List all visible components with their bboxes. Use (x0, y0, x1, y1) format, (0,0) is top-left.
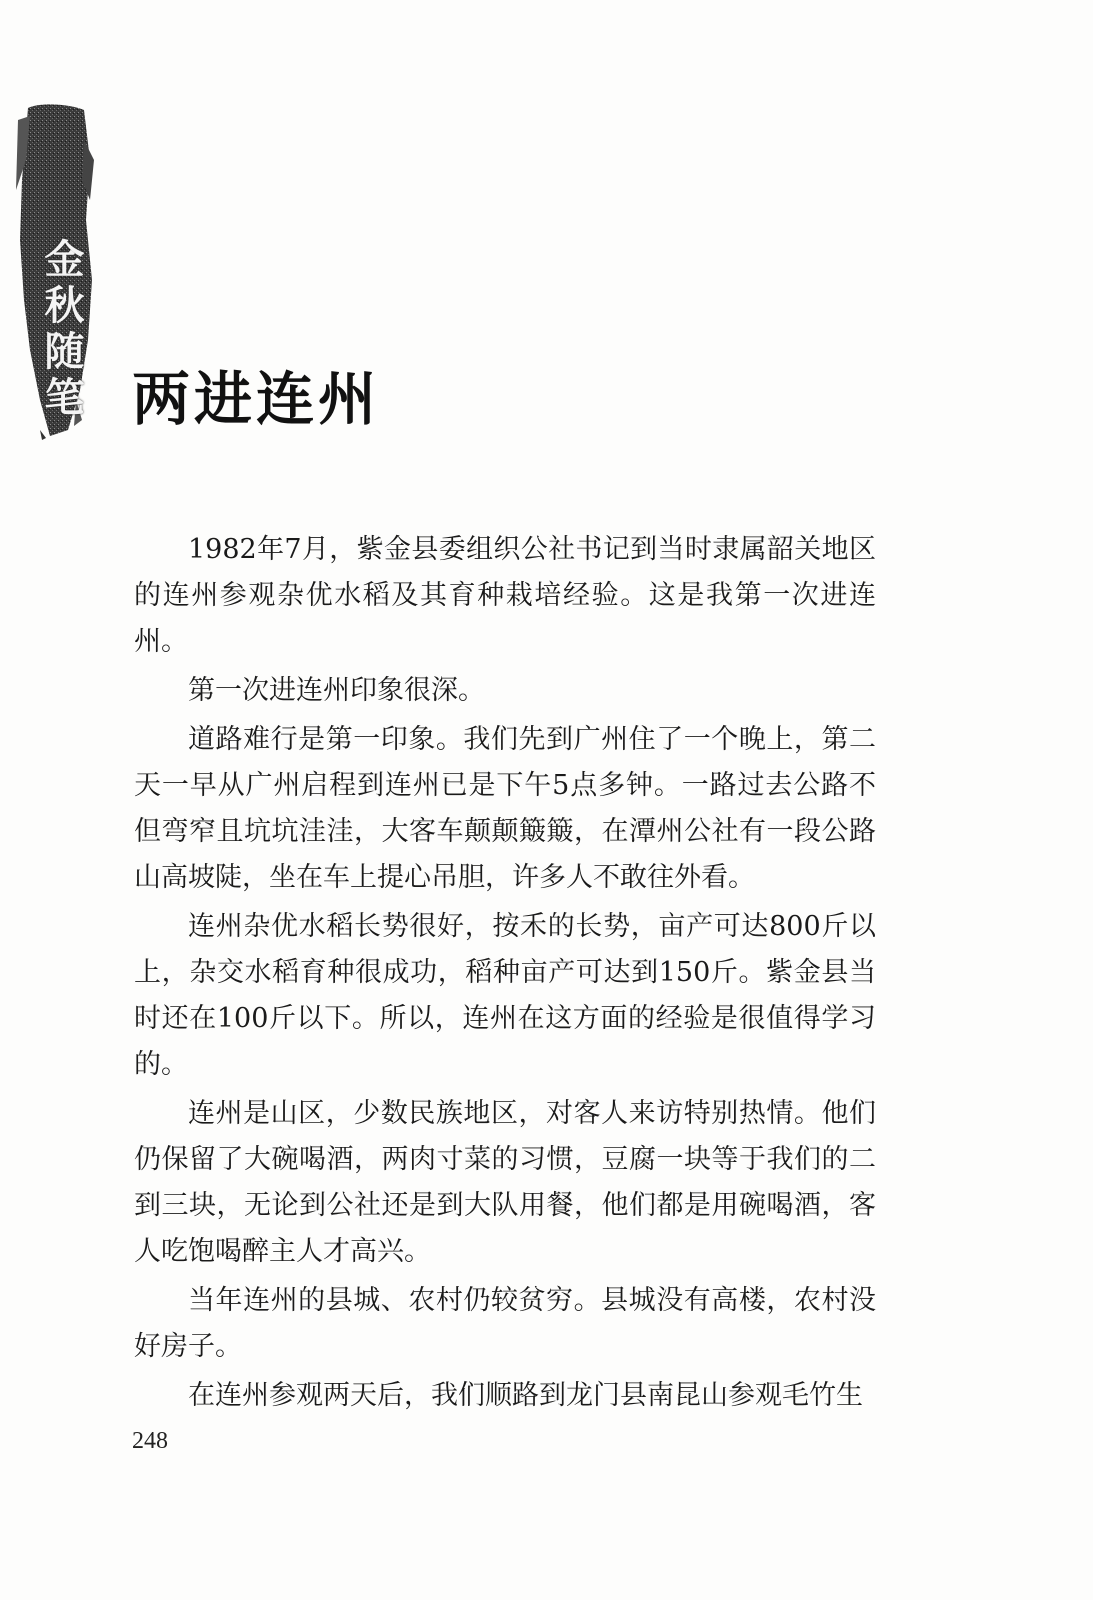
paragraph: 在连州参观两天后，我们顺路到龙门县南昆山参观毛竹生 (188, 1380, 863, 1411)
ink-brush-banner (10, 100, 96, 440)
article-body (134, 527, 876, 1422)
page-number: 248 (132, 1428, 168, 1454)
series-title: 金秋随笔 (38, 238, 85, 422)
chapter-title: 两进连州 (132, 365, 381, 433)
paragraph: 连州杂优水稻长势很好，按禾的长势，亩产可达800斤以上，杂交水稻育种很成功，稻种亩产可达到150斤。紫金县当时还在100斤以下。所以，连州在这方面的经验是很值得学习的。 (134, 911, 876, 1080)
paragraph: 第一次进连州印象很深。 (188, 675, 485, 706)
paragraph: 道路难行是第一印象。我们先到广州住了一个晚上，第二天一早从广州启程到连州已是下午5点多钟。一路过去公路不但弯窄且坑坑洼洼，大客车颠颠簸簸，在潭州公社有一段公路山高坡陡，坐在车上提心吊胆，许多人不敢往外看。 (134, 724, 876, 893)
paragraph: 连州是山区，少数民族地区，对客人来访特别热情。他们仍保留了大碗喝酒，两肉寸菜的习惯，豆腐一块等于我们的二到三块，无论到公社还是到大队用餐，他们都是用碗喝酒，客人吃饱喝醉主人才高兴。 (134, 1098, 876, 1267)
paragraph: 当年连州的县城、农村仍较贫穷。县城没有高楼，农村没好房子。 (134, 1285, 876, 1362)
paragraph: 1982年7月，紫金县委组织公社书记到当时隶属韶关地区的连州参观杂优水稻及其育种栽培经验。这是我第一次进连州。 (134, 534, 876, 657)
